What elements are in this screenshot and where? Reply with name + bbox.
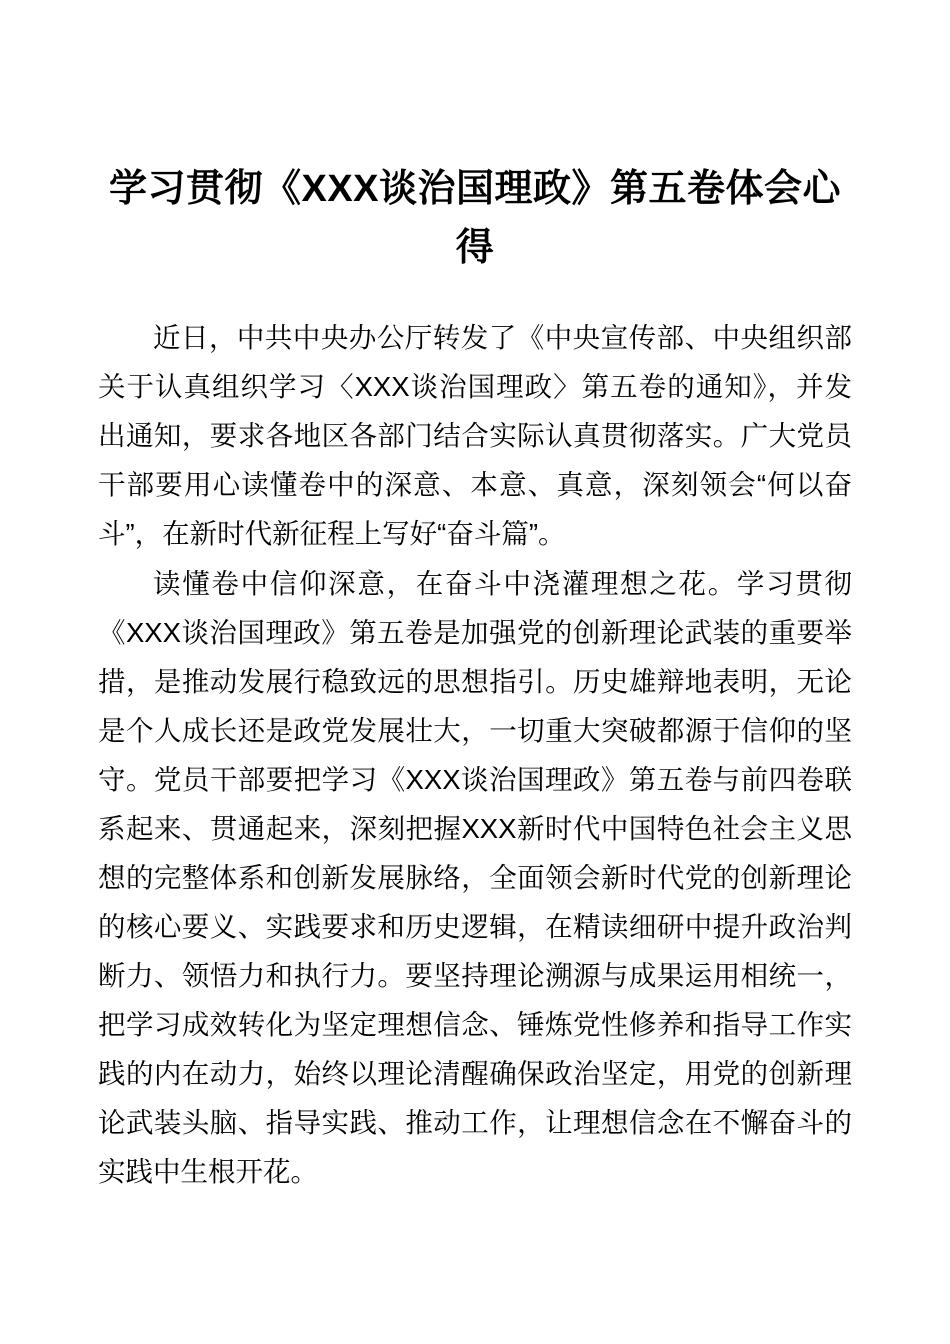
page-title: 学习贯彻《XXX谈治国理政》第五卷体会心得 (108, 168, 842, 269)
paragraph-1: 近日，中共中央办公厅转发了《中央宣传部、中央组织部关于认真组织学习〈XXX谈治国理政〉第五卷的通知》，并发出通知，要求各地区各部门结合实际认真贯彻落实。广大党员干部要用心读懂卷中的深意、本意、真意，深刻领会“何以奋斗”，在新时代新征程上写好“奋斗篇”。 (98, 321, 852, 549)
paragraph-2: 读懂卷中信仰深意，在奋斗中浇灌理想之花。学习贯彻《XXX谈治国理政》第五卷是加强党的创新理论武装的重要举措，是推动发展行稳致远的思想指引。历史雄辩地表明，无论是个人成长还是政党发展壮大，一切重大突破都源于信仰的坚守。党员干部要把学习《XXX谈治国理政》第五卷与前四卷联系起来、贯通起来，深刻把握XXX新时代中国特色社会主义思想的完整体系和创新发展脉络，全面领会新时代党的创新理论的核心要义、实践要求和历史逻辑，在精读细研中提升政治判断力、领悟力和执行力。要坚持理论溯源与成果运用相统一，把学习成效转化为坚定理想信念、锤炼党性修养和指导工作实践的内在动力，始终以理论清醒确保政治坚定，用党的创新理论武装头脑、指导实践、推动工作，让理想信念在不懈奋斗的实践中生根开花。 (98, 568, 852, 1187)
document-body (98, 160, 852, 1199)
